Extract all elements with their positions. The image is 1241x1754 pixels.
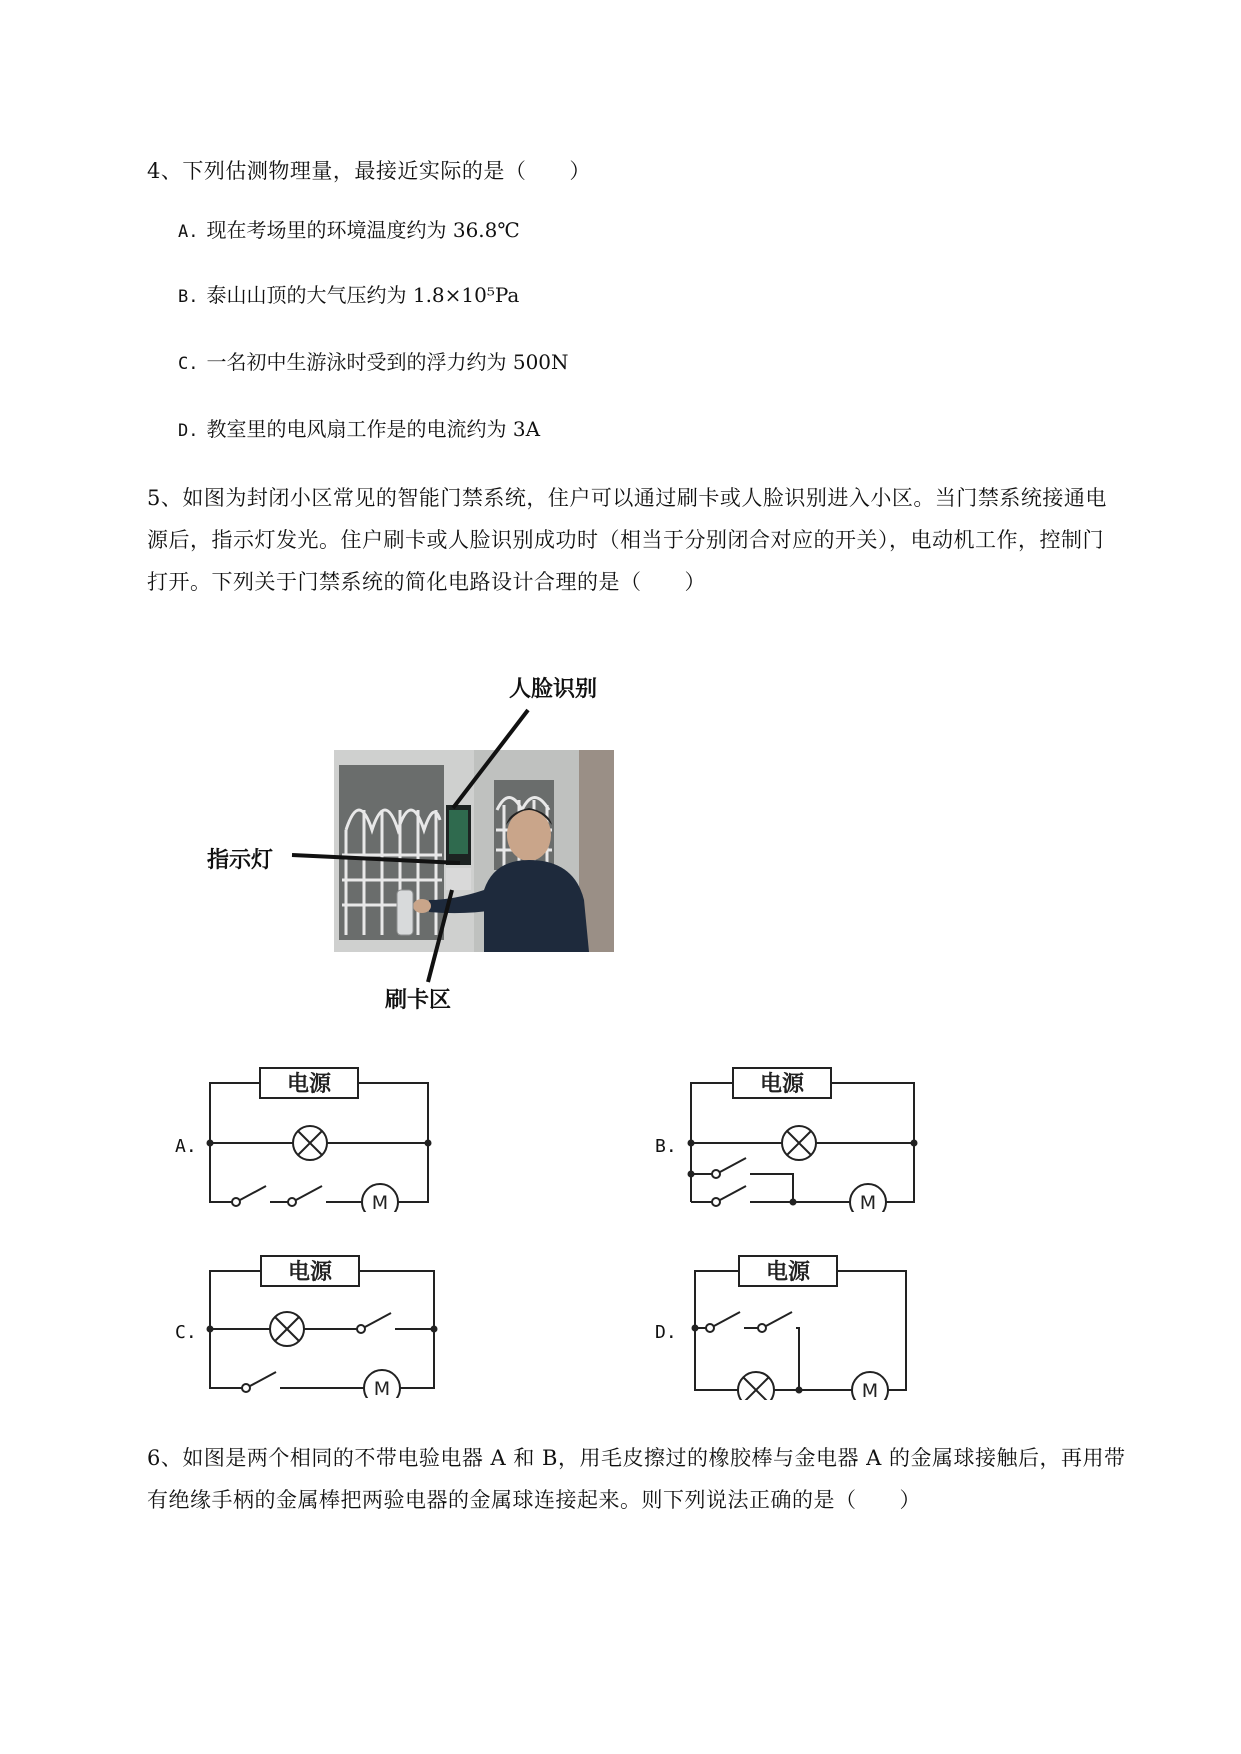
question-6-line-1: 6、如图是两个相同的不带电验电器 A 和 B，用毛皮擦过的橡胶棒与金电器 A 的金属球接触后，再用带 [147,1446,1126,1470]
option-letter: C. [178,354,199,374]
question-4-stem: 4、下列估测物理量，最接近实际的是（ ） [147,159,591,183]
label-indicator-light: 指示灯 [207,848,274,873]
option-text: 教室里的电风扇工作是的电流约为 3A [206,417,541,441]
circuit-d-diagram [680,1250,920,1400]
circuit-a-motor-label: M [371,1192,389,1212]
option-letter: B. [178,287,199,307]
question-6-line-2: 有绝缘手柄的金属棒把两验电器的金属球连接起来。则下列说法正确的是（ ） [147,1488,921,1512]
circuit-c-power-label: 电源 [287,1260,333,1285]
circuit-d-letter: D. [655,1322,677,1343]
label-face-recognition: 人脸识别 [509,677,598,702]
label-card-area: 刷卡区 [385,988,452,1013]
circuit-d-power-label: 电源 [765,1260,811,1285]
question-5-line-3: 打开。下列关于门禁系统的简化电路设计合理的是（ ） [147,570,706,594]
circuit-d-motor-label: M [861,1380,879,1400]
circuit-a-power-label: 电源 [286,1072,332,1097]
option-text: 现在考场里的环境温度约为 36.8℃ [206,218,520,242]
circuit-c-diagram [200,1250,440,1398]
circuit-c-letter: C. [175,1322,197,1343]
circuit-c-motor-label: M [373,1378,391,1398]
option-letter: D. [178,421,199,441]
circuit-b-letter: B. [655,1136,677,1157]
circuit-b-motor-label: M [859,1192,877,1212]
option-text: 一名初中生游泳时受到的浮力约为 500N [206,350,569,374]
circuit-a-letter: A. [175,1136,197,1157]
option-text: 泰山山顶的大气压约为 1.8×10⁵Pa [206,283,520,307]
circuit-b-diagram [680,1062,920,1212]
circuit-a-diagram [200,1062,440,1212]
circuit-b-power-label: 电源 [759,1072,805,1097]
question-5-line-1: 5、如图为封闭小区常见的智能门禁系统，住户可以通过刷卡或人脸识别进入小区。当门禁系统接通电 [147,486,1107,510]
option-letter: A. [178,222,199,242]
question-5-line-2: 源后，指示灯发光。住户刷卡或人脸识别成功时（相当于分别闭合对应的开关），电动机工作，控制门 [147,528,1104,552]
